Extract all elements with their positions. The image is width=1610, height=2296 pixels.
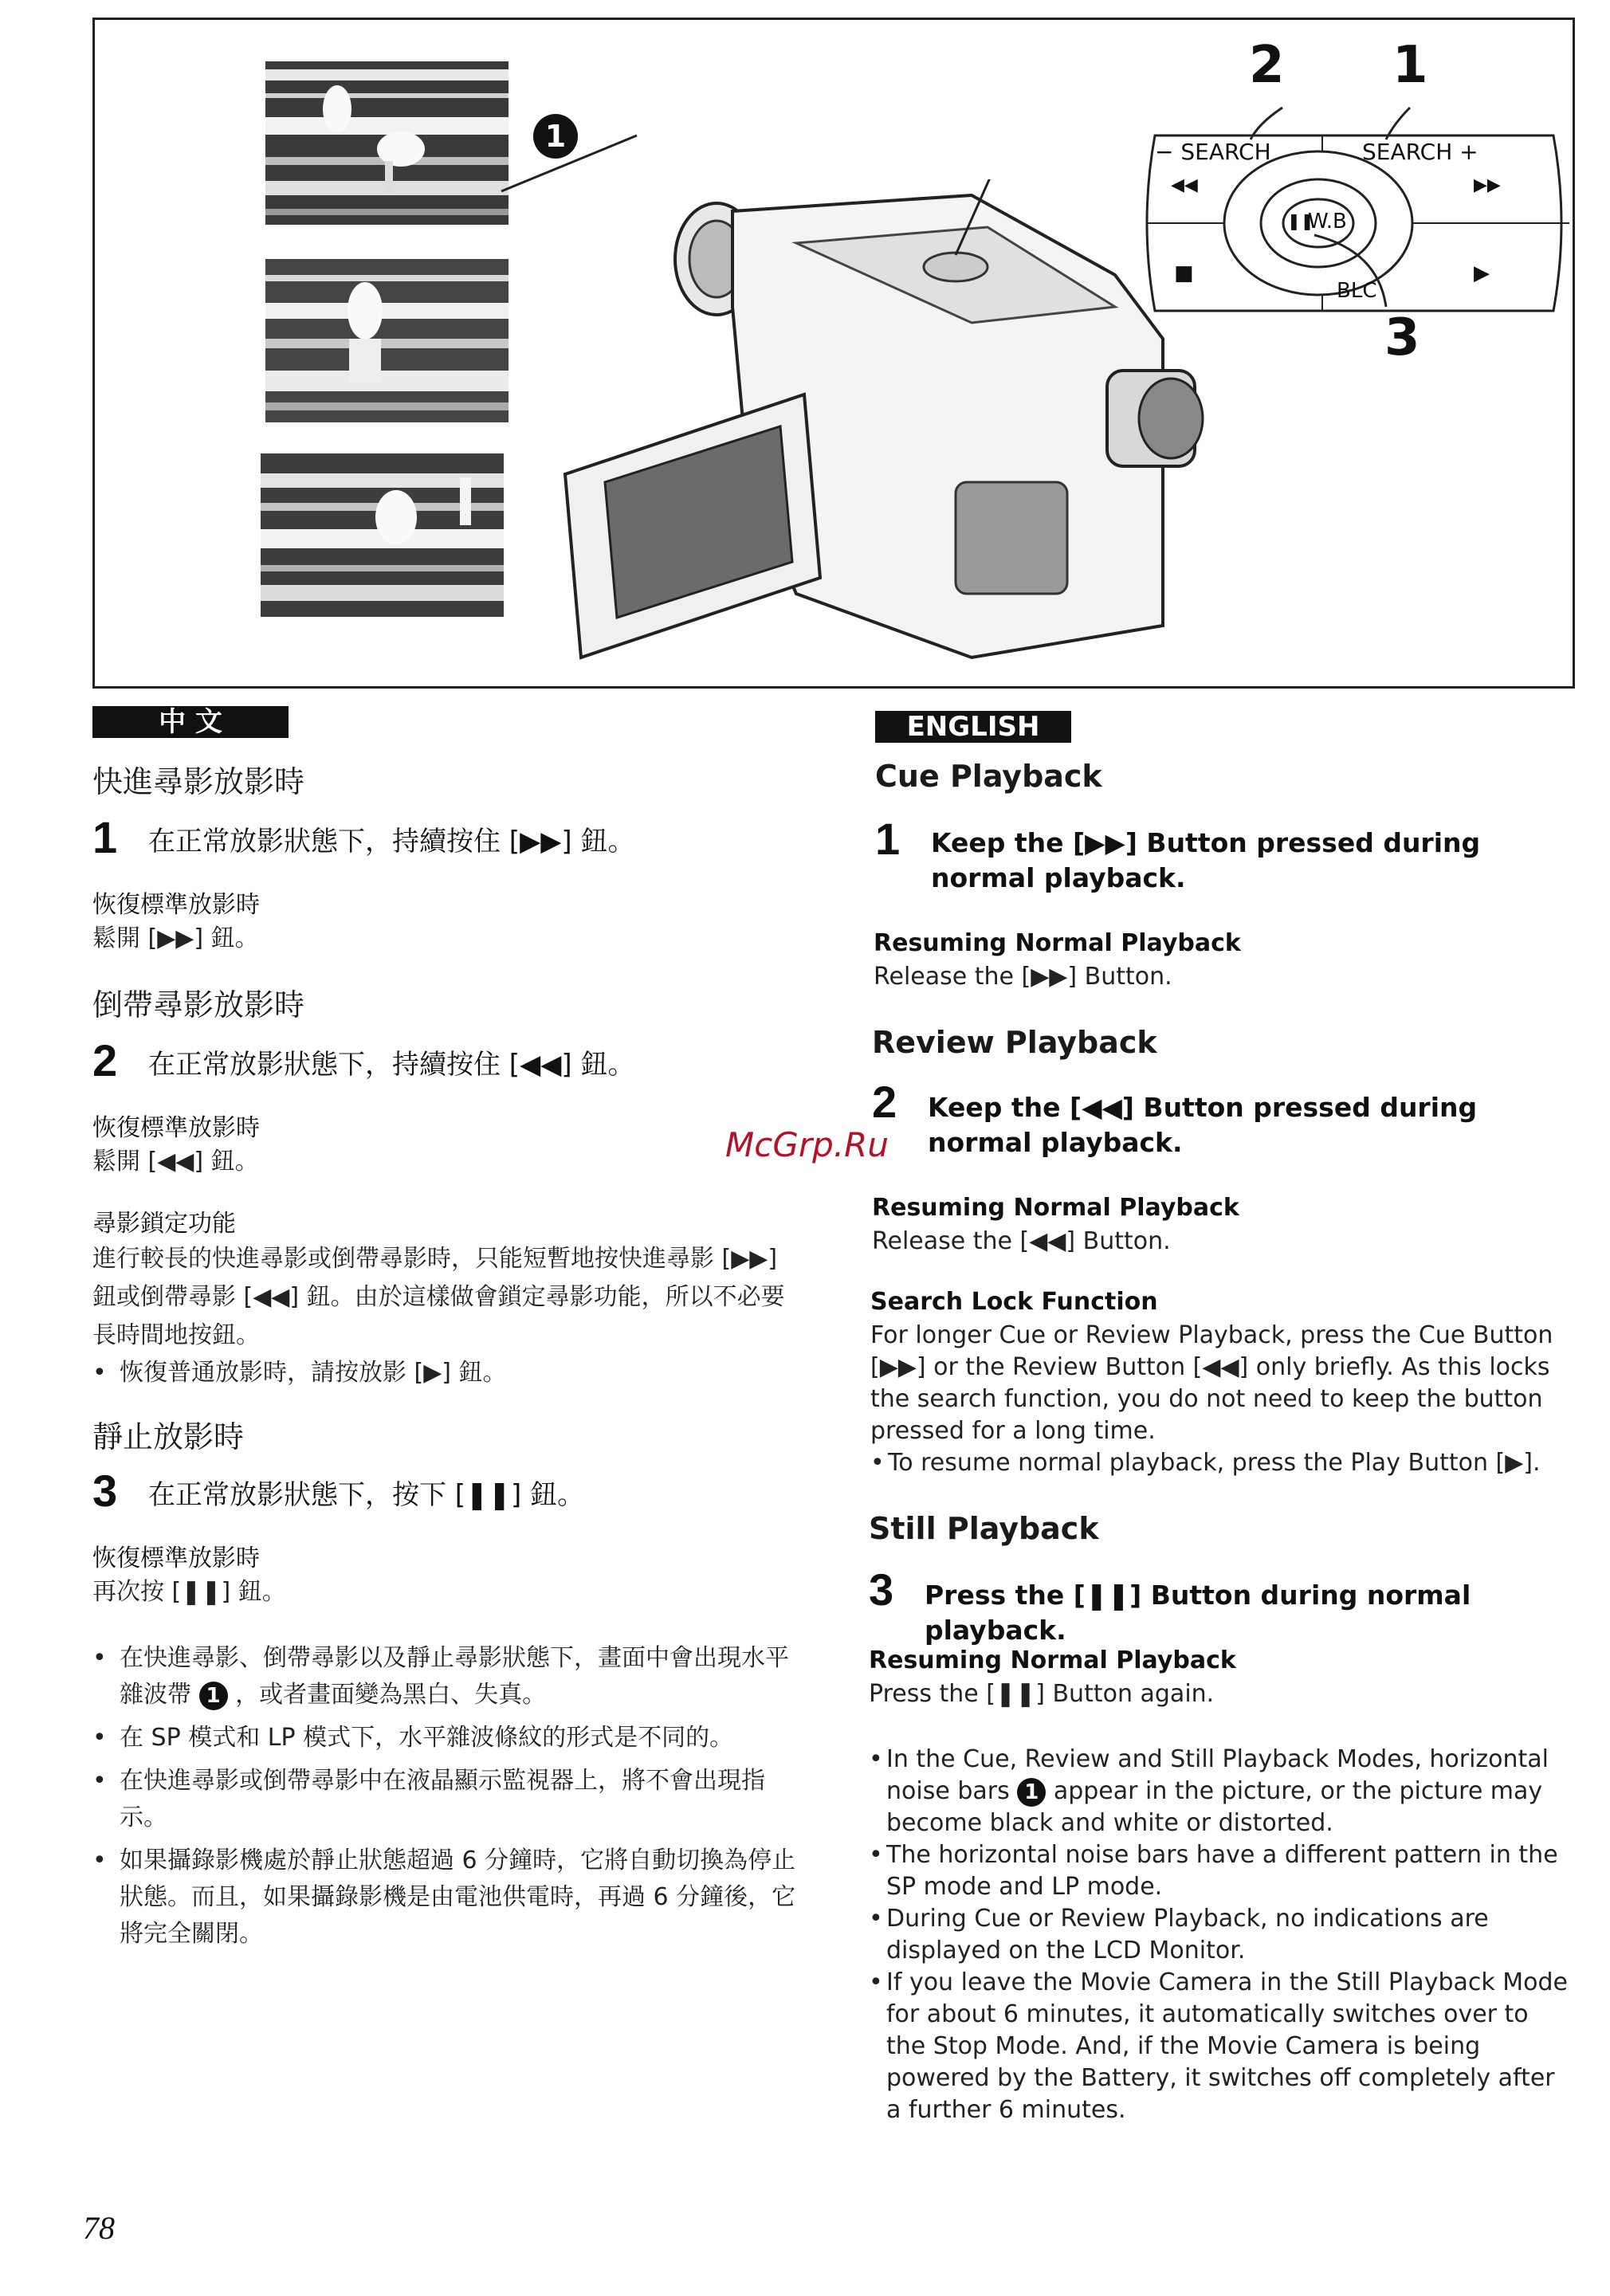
callout-2: 2 [1249, 36, 1285, 95]
zh-note-1-text-b: ，或者畫面變為黑白、失真。 [235, 1681, 547, 1709]
noise-bar-marker: 1 [199, 1682, 228, 1710]
illustration-frame [92, 18, 1575, 689]
zh-search-lock-note: • 恢復普通放影時，請按放影 [▶] 鈕。 [92, 1355, 794, 1391]
zh-cue-playback-title: 快進尋影放影時 [92, 764, 305, 799]
callout-leaders [1195, 76, 1466, 331]
en-step-3-number: 3 [869, 1564, 894, 1615]
page-number: 78 [83, 2210, 115, 2246]
en-resume-1-text: Release the [▶▶] Button. [874, 963, 1172, 991]
en-resume-2-text: Release the [◀◀] Button. [872, 1227, 1171, 1255]
en-resume-1-title: Resuming Normal Playback [874, 929, 1241, 957]
zh-resume-1-title: 恢復標準放影時 [92, 891, 260, 919]
en-note-2: • The horizontal noise bars have a different pattern in the SP mode and LP mode. [869, 1839, 1570, 1903]
zh-search-lock-text: 進行較長的快進尋影或倒帶尋影時，只能短暫地按快進尋影 [▶▶] 鈕或倒帶尋影 [◀◀] 鈕。由於這樣做會鎖定尋影功能，所以不必要長時間地按鈕。 [92, 1245, 785, 1349]
watermark: McGrp.Ru [725, 1125, 889, 1164]
en-still-playback-title: Still Playback [869, 1511, 1099, 1546]
search-plus-label: SEARCH + [1362, 139, 1478, 165]
english-section-header: ENGLISH [875, 711, 1071, 743]
en-note-4: • If you leave the Movie Camera in the Still Playback Mode for about 6 minutes, it automatically switches over to the Stop Mode. And, if the Movie Camera is being powered by the Battery, it switches off completely after a further 6 minutes. [869, 1967, 1570, 2126]
en-note-1-text-b: appear in the picture, or the picture may become black and white or distorted. [886, 1777, 1543, 1837]
en-note-3: • During Cue or Review Playback, no indications are displayed on the LCD Monitor. [869, 1903, 1570, 1967]
zh-step-2-text: 在正常放影狀態下，持續按住 [◀◀] 鈕。 [148, 1049, 635, 1081]
stop-button[interactable]: ■ [1174, 261, 1194, 285]
en-step-1-number: 1 [875, 814, 901, 864]
en-step-2-text: Keep the [◀◀] Button pressed during normal playback. [928, 1092, 1478, 1158]
callout-1: 1 [1392, 36, 1428, 95]
zh-resume-1-text: 鬆開 [▶▶] 鈕。 [92, 924, 259, 952]
zh-note-4: • 如果攝錄影機處於靜止狀態超過 6 分鐘時，它將自動切換為停止狀態。而且，如果攝錄影機是由電池供電時，再過 6 分鐘後，它將完全關閉。 [92, 1843, 802, 1953]
zh-step-1-number: 1 [92, 812, 118, 862]
en-resume-3-title: Resuming Normal Playback [869, 1646, 1236, 1674]
en-search-lock-note: • To resume normal playback, press the Play Button [▶]. [870, 1447, 1580, 1479]
en-search-lock-note-list [870, 1447, 1580, 1479]
pause-icon: ❚❚ [1287, 211, 1314, 230]
zh-still-playback-title: 靜止放影時 [92, 1419, 245, 1454]
zh-resume-3-text: 再次按 [❚❚] 鈕。 [92, 1578, 286, 1606]
zh-step-3-text: 在正常放影狀態下，按下 [❚❚] 鈕。 [148, 1479, 585, 1511]
en-step-1-text: Keep the [▶▶] Button pressed during normal playback. [931, 827, 1481, 893]
noise-bar-screen-thumbnail [261, 453, 504, 617]
en-notes-list [869, 1744, 1570, 2126]
en-resume-3-text: Press the [❚❚] Button again. [869, 1680, 1215, 1708]
fast-forward-button[interactable]: ▶▶ [1474, 175, 1501, 195]
zh-resume-3-title: 恢復標準放影時 [92, 1544, 260, 1572]
zh-note-2: • 在 SP 模式和 LP 模式下，水平雜波條紋的形式是不同的。 [92, 1720, 802, 1756]
zh-note-1 [92, 1640, 802, 1713]
play-button[interactable]: ▶ [1474, 261, 1490, 285]
rewind-button[interactable]: ◀◀ [1171, 175, 1198, 195]
zh-step-1-text: 在正常放影狀態下，持續按住 [▶▶] 鈕。 [148, 826, 635, 858]
wb-button-label[interactable]: W.B [1308, 210, 1347, 234]
en-note-1-text-a: In the Cue, Review and Still Playback Modes, horizontal noise bars [886, 1745, 1549, 1805]
zh-search-lock-title: 尋影鎖定功能 [92, 1210, 236, 1238]
callout-marker-1: 1 [533, 114, 578, 159]
zh-resume-2-text: 鬆開 [◀◀] 鈕。 [92, 1148, 259, 1175]
blc-button-label[interactable]: BLC [1337, 279, 1377, 303]
noise-bar-marker: 1 [1017, 1778, 1046, 1807]
zh-search-lock-note-list [92, 1355, 794, 1398]
noise-bar-screen-thumbnail [265, 259, 509, 422]
zh-note-3: • 在快進尋影或倒帶尋影中在液晶顯示監視器上，將不會出現指示。 [92, 1763, 802, 1836]
callout-3: 3 [1384, 308, 1420, 367]
en-note-1 [869, 1744, 1570, 1839]
search-minus-label: − SEARCH [1155, 139, 1271, 165]
zh-step-3-number: 3 [92, 1466, 118, 1516]
en-cue-playback-title: Cue Playback [875, 759, 1102, 794]
zh-note-1-text-a: 在快進尋影、倒帶尋影以及靜止尋影狀態下，畫面中會出現水平雜波帶 [120, 1644, 789, 1709]
chinese-section-header: 中 文 [92, 706, 289, 738]
en-resume-2-title: Resuming Normal Playback [872, 1194, 1239, 1222]
en-step-2-number: 2 [872, 1077, 897, 1127]
zh-step-2-number: 2 [92, 1035, 118, 1085]
en-search-lock-text: For longer Cue or Review Playback, press the Cue Button [▶▶] or the Review Button [◀◀] only briefly. As this locks the search function, you do not need to keep the button pressed for a long time. [870, 1321, 1553, 1445]
en-step-3-text: Press the [❚❚] Button during normal playback. [925, 1580, 1471, 1646]
zh-resume-2-title: 恢復標準放影時 [92, 1114, 260, 1142]
zh-review-playback-title: 倒帶尋影放影時 [92, 987, 305, 1022]
en-search-lock-title: Search Lock Function [870, 1288, 1158, 1316]
en-review-playback-title: Review Playback [872, 1025, 1157, 1060]
zh-notes-list [92, 1640, 802, 1959]
noise-bar-screen-thumbnail [265, 61, 509, 225]
